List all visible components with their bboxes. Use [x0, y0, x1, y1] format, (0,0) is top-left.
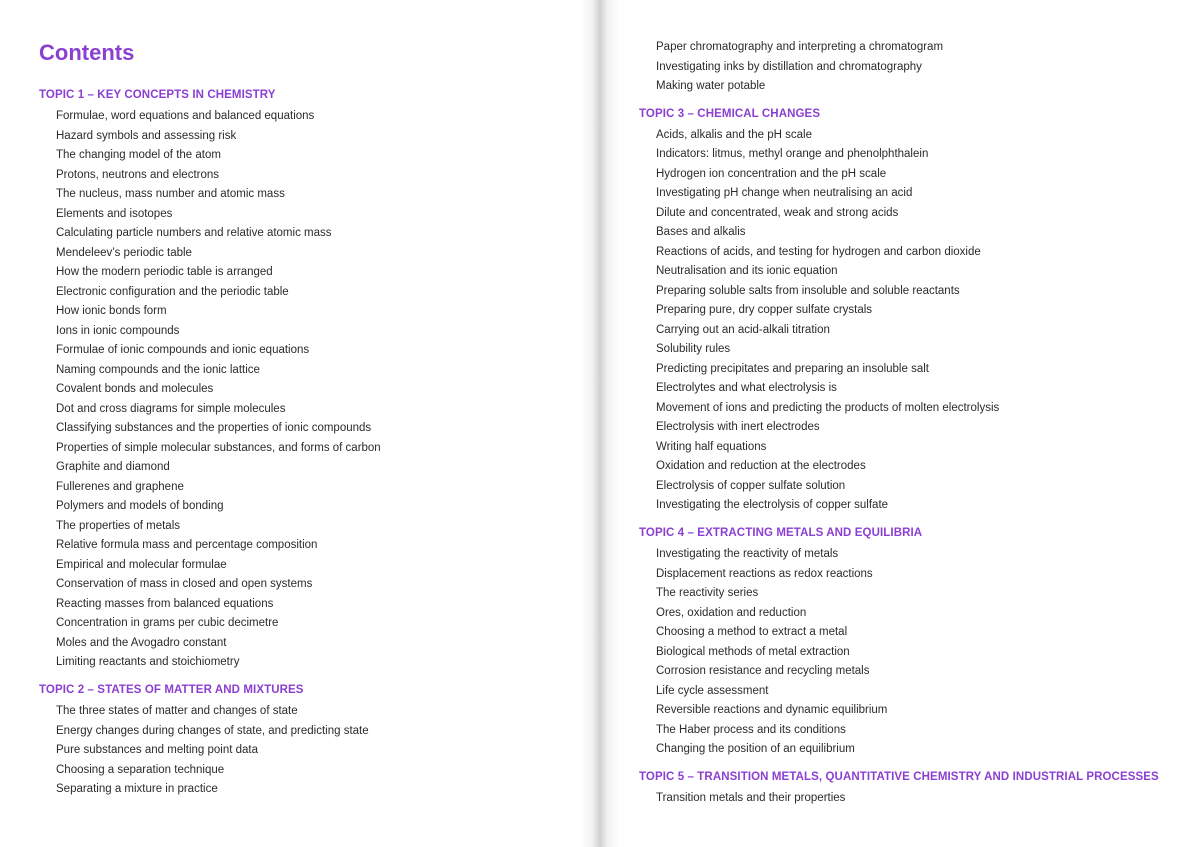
contents-entry: Ores, oxidation and reduction	[656, 606, 807, 619]
right-column	[639, 38, 1179, 809]
contents-entry: Polymers and models of bonding	[56, 500, 224, 513]
contents-entry: The reactivity series	[656, 587, 759, 600]
contents-entry: Bases and alkalis	[656, 226, 746, 239]
contents-entry: Concentration in grams per cubic decimetre	[56, 617, 279, 630]
contents-entry: Conservation of mass in closed and open systems	[56, 578, 313, 591]
topic-5-list	[639, 789, 1179, 809]
contents-entry: Pure substances and melting point data	[56, 744, 259, 757]
contents-entry: Electrolysis with inert electrodes	[656, 421, 820, 434]
contents-entry: Investigating the reactivity of metals	[656, 548, 839, 561]
contents-entry: The properties of metals	[56, 519, 181, 532]
contents-entry: Separating a mixture in practice	[56, 783, 218, 796]
contents-entry: Covalent bonds and molecules	[56, 383, 214, 396]
contents-entry: Investigating inks by distillation and chromatography	[656, 60, 922, 73]
contents-entry: Acids, alkalis and the pH scale	[656, 128, 812, 141]
contents-entry: Dot and cross diagrams for simple molecules	[56, 402, 286, 415]
topic-5-heading: TOPIC 5 – TRANSITION METALS, QUANTITATIVE CHEMISTRY AND INDUSTRIAL PROCESSES	[639, 770, 1159, 783]
contents-entry: Moles and the Avogadro constant	[56, 636, 227, 649]
contents-entry: Electrolytes and what electrolysis is	[656, 382, 837, 395]
contents-entry: Displacement reactions as redox reactions	[656, 567, 873, 580]
contents-entry: Hazard symbols and assessing risk	[56, 129, 237, 142]
topic-2-list	[39, 702, 579, 800]
topic-3-heading: TOPIC 3 – CHEMICAL CHANGES	[639, 107, 821, 120]
contents-entry: The changing model of the atom	[56, 149, 221, 162]
contents-entry: Making water potable	[656, 80, 766, 92]
topic-4-list	[639, 545, 1179, 760]
contents-entry: Protons, neutrons and electrons	[56, 168, 220, 181]
contents-entry: Properties of simple molecular substances, and forms of carbon	[56, 441, 381, 454]
contents-entry: The nucleus, mass number and atomic mass	[56, 188, 285, 201]
contents-entry: Graphite and diamond	[56, 461, 170, 474]
contents-entry: Empirical and molecular formulae	[56, 558, 227, 571]
contents-entry: Carrying out an acid-alkali titration	[656, 323, 830, 336]
contents-entry: Elements and isotopes	[56, 207, 173, 220]
contents-entry: Preparing pure, dry copper sulfate crystals	[656, 304, 873, 317]
contents-entry: Relative formula mass and percentage composition	[56, 539, 318, 552]
contents-entry: Changing the position of an equilibrium	[656, 743, 855, 756]
contents-entry: Indicators: litmus, methyl orange and phenolphthalein	[656, 148, 929, 161]
contents-entry: Transition metals and their properties	[656, 792, 846, 805]
contents-entry: Ions in ionic compounds	[56, 324, 180, 337]
right-page	[600, 0, 1200, 847]
contents-entry: Electrolysis of copper sulfate solution	[656, 479, 846, 492]
contents-entry: Electronic configuration and the periodic table	[56, 285, 289, 298]
contents-entry: Oxidation and reduction at the electrodes	[656, 460, 866, 473]
contents-entry: Preparing soluble salts from insoluble and soluble reactants	[656, 284, 960, 297]
contents-entry: The three states of matter and changes of state	[56, 705, 298, 718]
contents-entry: Formulae of ionic compounds and ionic equations	[56, 344, 310, 357]
contents-entry: Calculating particle numbers and relative atomic mass	[56, 227, 332, 240]
contents-entry: Predicting precipitates and preparing an insoluble salt	[656, 362, 929, 375]
contents-title: Contents	[39, 40, 135, 65]
contents-entry: Classifying substances and the properties of ionic compounds	[56, 422, 372, 435]
contents-entry: How ionic bonds form	[56, 305, 167, 318]
contents-entry: Naming compounds and the ionic lattice	[56, 363, 260, 376]
topic-2-heading: TOPIC 2 – STATES OF MATTER AND MIXTURES	[39, 683, 304, 696]
contents-entry: The Haber process and its conditions	[656, 723, 846, 736]
contents-entry: Writing half equations	[656, 440, 767, 453]
contents-entry: Reversible reactions and dynamic equilibrium	[656, 704, 888, 717]
contents-entry: Solubility rules	[656, 343, 731, 356]
topic-1-list	[39, 107, 579, 673]
left-column	[39, 86, 579, 800]
topic-1-heading: TOPIC 1 – KEY CONCEPTS IN CHEMISTRY	[39, 89, 276, 101]
topic-2-continued-list	[639, 38, 1179, 97]
contents-entry: Choosing a method to extract a metal	[656, 626, 848, 639]
contents-entry: Life cycle assessment	[656, 684, 769, 697]
contents-entry: Paper chromatography and interpreting a chromatogram	[656, 41, 944, 53]
contents-entry: How the modern periodic table is arranged	[56, 266, 273, 279]
contents-entry: Fullerenes and graphene	[56, 480, 184, 493]
contents-entry: Biological methods of metal extraction	[656, 645, 850, 658]
contents-entry: Investigating pH change when neutralising an acid	[656, 187, 913, 200]
contents-entry: Limiting reactants and stoichiometry	[56, 656, 240, 669]
contents-entry: Choosing a separation technique	[56, 763, 225, 776]
contents-entry: Investigating the electrolysis of copper sulfate	[656, 499, 889, 512]
topic-3-list	[639, 126, 1179, 516]
contents-entry: Hydrogen ion concentration and the pH scale	[656, 167, 887, 180]
contents-entry: Reacting masses from balanced equations	[56, 597, 274, 610]
topic-4-heading: TOPIC 4 – EXTRACTING METALS AND EQUILIBRIA	[639, 526, 923, 539]
contents-entry: Movement of ions and predicting the products of molten electrolysis	[656, 401, 1000, 414]
contents-entry: Mendeleev’s periodic table	[56, 246, 192, 259]
contents-entry: Energy changes during changes of state, and predicting state	[56, 724, 369, 737]
contents-entry: Neutralisation and its ionic equation	[656, 265, 838, 278]
contents-entry: Dilute and concentrated, weak and strong acids	[656, 206, 899, 219]
contents-entry: Corrosion resistance and recycling metals	[656, 665, 870, 678]
contents-entry: Formulae, word equations and balanced equations	[56, 110, 315, 123]
contents-entry: Reactions of acids, and testing for hydrogen and carbon dioxide	[656, 245, 981, 258]
